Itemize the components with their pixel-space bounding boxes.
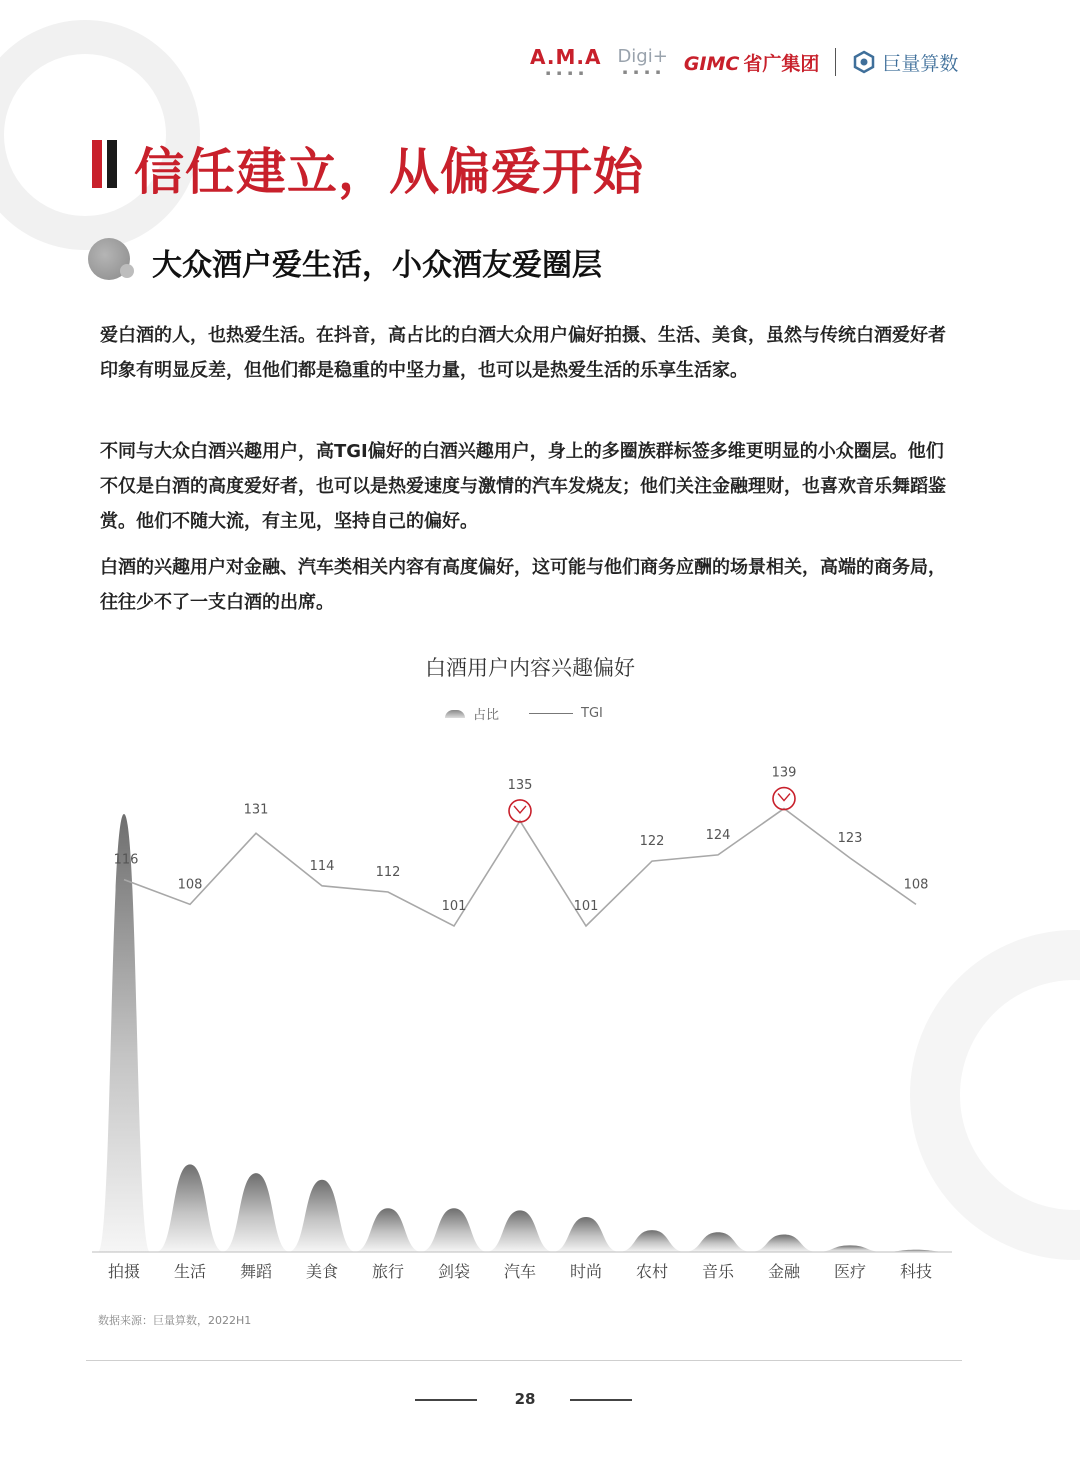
category-label: 金融 xyxy=(767,1262,801,1281)
tgi-value-label: 101 xyxy=(441,899,467,914)
jl-logo-icon xyxy=(852,50,876,74)
section-subtitle: 大众酒户爱生活，小众酒友爱圈层 xyxy=(152,248,602,283)
category-label: 拍摄 xyxy=(107,1262,141,1281)
share-mound-舞蹈 xyxy=(222,1173,290,1252)
subtitle-dot-icon xyxy=(120,264,134,278)
body-paragraph: 爱白酒的人，也热爱生活。在抖音，高占比的白酒大众用户偏好拍摄、生活、美食，虽然与传统白酒爱好者印象有明显反差，但他们都是稳重的中坚力量，也可以是热爱生活的乐享生活家。 xyxy=(100,325,946,381)
tgi-value-label: 123 xyxy=(837,831,863,846)
body-paragraph: 白酒的兴趣用户对金融、汽车类相关内容有高度偏好，这可能与他们商务应酬的场景相关，高端的商务局，往往少不了一支白酒的出席。 xyxy=(100,557,946,613)
category-label: 科技 xyxy=(899,1262,933,1281)
tgi-highlight-marker xyxy=(509,800,531,822)
digi-logo: Digi+ ▪ ▪ ▪ ▪ xyxy=(617,46,668,76)
share-mound-汽车 xyxy=(486,1210,554,1252)
category-label: 生活 xyxy=(173,1262,207,1281)
page-number-rule xyxy=(570,1399,632,1401)
category-label: 旅行 xyxy=(371,1262,405,1281)
category-label: 农村 xyxy=(635,1262,669,1281)
jl-logo: 巨量算数 xyxy=(852,49,958,76)
chart-legend xyxy=(445,704,603,723)
tgi-line xyxy=(124,809,916,926)
tgi-highlight-marker xyxy=(773,788,795,810)
share-mound-旅行 xyxy=(354,1208,422,1252)
share-mound-时尚 xyxy=(552,1217,620,1252)
tgi-value-label: 112 xyxy=(375,865,401,880)
logo-divider xyxy=(835,48,836,76)
tgi-value-label: 124 xyxy=(705,827,731,843)
legend-item-share xyxy=(445,704,499,723)
share-mound-生活 xyxy=(156,1164,224,1252)
page-number: 28 xyxy=(514,1390,536,1408)
footer-divider xyxy=(86,1360,962,1361)
page-title: 信任建立，从偏爱开始 xyxy=(134,143,644,201)
category-label: 舞蹈 xyxy=(239,1262,273,1281)
tgi-highlight-check xyxy=(778,794,790,801)
title-accent-bar xyxy=(107,140,117,188)
interest-chart xyxy=(0,760,1080,1300)
data-source: 数据来源：巨量算数，2022H1 xyxy=(98,1314,252,1327)
category-label: 美食 xyxy=(305,1262,339,1281)
page-number-rule xyxy=(415,1399,477,1401)
tgi-value-label: 139 xyxy=(771,765,797,781)
legend-line-swatch xyxy=(529,713,573,714)
category-label: 医疗 xyxy=(833,1262,867,1281)
share-mound-音乐 xyxy=(684,1232,752,1252)
category-label: 时尚 xyxy=(569,1262,603,1281)
share-mound-农村 xyxy=(618,1230,686,1252)
tgi-value-label: 101 xyxy=(573,899,599,914)
tgi-value-label: 114 xyxy=(309,858,335,874)
share-mound-金融 xyxy=(750,1234,818,1252)
share-mound-医疗 xyxy=(816,1245,884,1252)
category-label: 剑袋 xyxy=(437,1262,471,1281)
tgi-value-label: 108 xyxy=(903,877,929,893)
legend-label: TGI xyxy=(581,706,603,721)
chart-title: 白酒用户内容兴趣偏好 xyxy=(425,656,635,680)
tgi-value-label: 108 xyxy=(177,877,203,893)
tgi-value-label: 131 xyxy=(243,802,269,818)
gimc-logo: GIMC 省广集团 xyxy=(683,52,820,75)
ama-logo: A.M.A ▪ ▪ ▪ ▪ xyxy=(530,45,602,77)
legend-area-swatch xyxy=(445,710,465,718)
partner-logos xyxy=(530,42,958,82)
category-label: 汽车 xyxy=(503,1262,537,1281)
tgi-highlight-check xyxy=(514,806,526,813)
legend-item-tgi xyxy=(529,706,603,721)
tgi-value-label: 116 xyxy=(113,852,139,868)
share-mound-剑袋 xyxy=(420,1208,488,1252)
legend-label: 占比 xyxy=(473,708,500,723)
body-paragraph: 不同与大众白酒兴趣用户，高TGI偏好的白酒兴趣用户，身上的多圈族群标签多维更明显的小众圈层。他们不仅是白酒的高度爱好者，也可以是热爱速度与激情的汽车发烧友；他们关注金融理财，也喜欢音乐舞蹈鉴赏。他们不随大流，有主见，坚持自己的偏好。 xyxy=(100,441,946,532)
tgi-value-label: 122 xyxy=(639,834,665,850)
tgi-value-label: 135 xyxy=(507,777,533,793)
title-accent-bar xyxy=(92,140,102,188)
category-label: 音乐 xyxy=(701,1262,735,1281)
share-mound-美食 xyxy=(288,1180,356,1252)
